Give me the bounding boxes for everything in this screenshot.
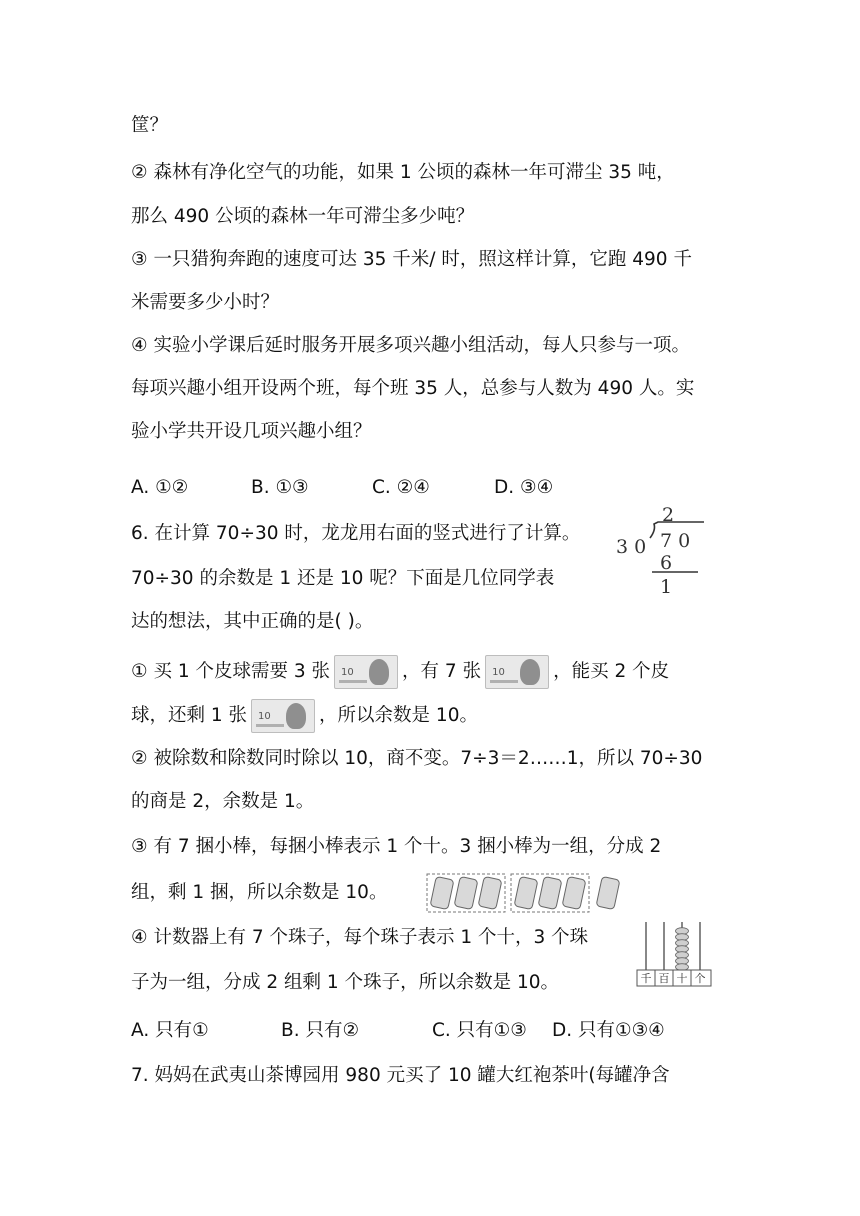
quotient: 2: [662, 504, 675, 526]
product: 6: [660, 552, 673, 574]
option-d: D. ③④: [494, 477, 554, 498]
banknote-image: [485, 655, 549, 689]
text-line: ④ 实验小学课后延时服务开展多项兴趣小组活动，每人只参与一项。: [131, 335, 690, 356]
banknote-value: 10: [341, 667, 354, 678]
option-4-line: ④ 计数器上有 7 个珠子，每个珠子表示 1 个十，3 个珠: [131, 927, 589, 948]
text-line: 验小学共开设几项兴趣小组？: [131, 421, 372, 442]
abacus-place-label: 十: [676, 972, 688, 985]
text-line: 筐？: [131, 115, 169, 136]
option-2-line: ② 被除数和除数同时除以 10，商不变。7÷3＝2……1，所以 70÷30: [131, 748, 703, 769]
text: ，有 7 张: [402, 661, 482, 682]
abacus-place-label: 千: [640, 972, 652, 985]
question-6-line: 6. 在计算 70÷30 时，龙龙用右面的竖式进行了计算。: [131, 523, 581, 544]
banknote-value: 10: [258, 711, 271, 722]
text-line: ② 森林有净化空气的功能，如果 1 公顷的森林一年可滞尘 35 吨，: [131, 162, 675, 183]
dividend: 7 0: [660, 530, 691, 552]
text: ① 买 1 个皮球需要 3 张: [131, 661, 331, 682]
abacus-image: [636, 920, 714, 990]
divisor: 3 0: [616, 536, 647, 558]
text-line: 那么 490 公顷的森林一年可滞尘多少吨？: [131, 206, 475, 227]
option-3-line: 组，剩 1 捆，所以余数是 10。: [131, 882, 388, 903]
option-1-line: [131, 655, 669, 689]
remainder: 1: [660, 576, 673, 598]
question-7-line: 7. 妈妈在武夷山茶博园用 980 元买了 10 罐大红袍茶叶(每罐净含: [131, 1065, 670, 1086]
text: ，所以余数是 10。: [319, 705, 478, 726]
question-6-line: 70÷30 的余数是 1 还是 10 呢？下面是几位同学表: [131, 568, 555, 589]
option-1-line: [131, 699, 478, 733]
text: 球，还剩 1 张: [131, 705, 248, 726]
long-division-figure: [612, 504, 708, 600]
text-line: 米需要多少小时？: [131, 292, 280, 313]
text-line: 每项兴趣小组开设两个班，每个班 35 人，总参与人数为 490 人。实: [131, 378, 695, 399]
option-a: A. ①②: [131, 477, 189, 498]
option-c: C. ②④: [372, 477, 430, 498]
option-b: B. 只有②: [281, 1020, 360, 1041]
option-3-line: ③ 有 7 捆小棒，每捆小棒表示 1 个十。3 捆小棒为一组，分成 2: [131, 836, 662, 857]
banknote-value: 10: [492, 667, 505, 678]
option-2-line: 的商是 2，余数是 1。: [131, 791, 315, 812]
text: ，能买 2 个皮: [553, 661, 670, 682]
option-4-line: 子为一组，分成 2 组剩 1 个珠子，所以余数是 10。: [131, 972, 559, 993]
banknote-image: [334, 655, 398, 689]
abacus-place-label: 个: [694, 972, 706, 985]
option-a: A. 只有①: [131, 1020, 209, 1041]
option-c: C. 只有①③: [432, 1020, 527, 1041]
abacus-place-label: 百: [658, 972, 670, 985]
banknote-image: [251, 699, 315, 733]
option-d: D. 只有①③④: [552, 1020, 665, 1041]
question-6-line: 达的想法，其中正确的是( )。: [131, 611, 374, 632]
stick-bundles-image: [425, 872, 630, 914]
text-line: ③ 一只猎狗奔跑的速度可达 35 千米/ 时，照这样计算，它跑 490 千: [131, 249, 692, 270]
option-b: B. ①③: [251, 477, 309, 498]
